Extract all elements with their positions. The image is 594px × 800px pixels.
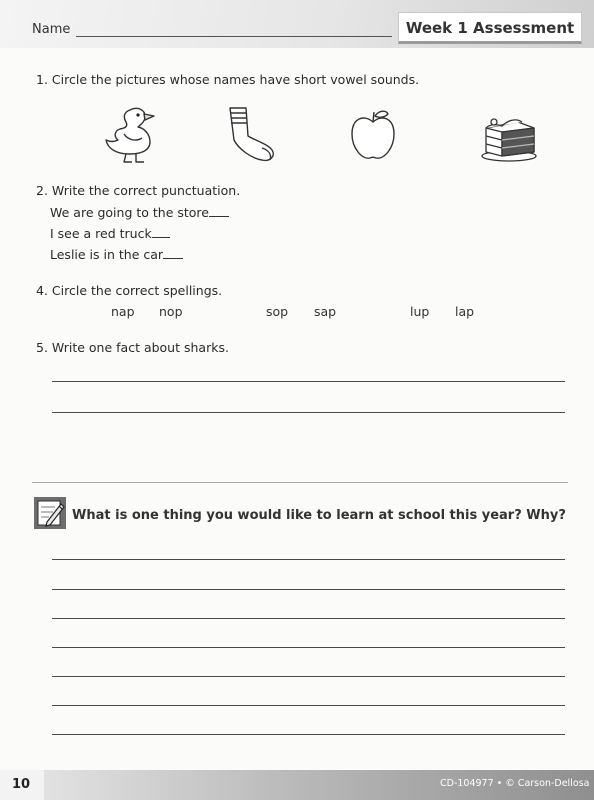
question-1 (36, 72, 419, 87)
footer-code: CD-104977 • © Carson-Dellosa (440, 778, 590, 789)
spelling-choice[interactable]: sop (266, 304, 289, 319)
answer-blank[interactable] (209, 206, 229, 217)
sentence-1: We are going to the store (50, 205, 229, 220)
section-divider (32, 482, 568, 483)
writing-line[interactable] (52, 676, 565, 677)
question-text: Circle the correct spellings. (51, 283, 223, 298)
cake-icon (478, 106, 540, 164)
pencil-notepad-icon (33, 496, 67, 530)
question-text: Circle the pictures whose names have short vowel sounds. (51, 72, 420, 87)
name-line (76, 36, 392, 37)
name-label: Name (32, 22, 71, 37)
answer-blank[interactable] (152, 227, 170, 238)
writing-line[interactable] (52, 705, 565, 706)
answer-blank[interactable] (163, 248, 183, 259)
spelling-choice[interactable]: nop (159, 304, 183, 319)
writing-line[interactable] (52, 381, 565, 382)
spelling-choice[interactable]: lup (410, 304, 430, 319)
page-number: 10 (12, 777, 31, 792)
writing-line[interactable] (52, 589, 565, 590)
question-4 (36, 283, 222, 298)
sentence-3: Leslie is in the car (50, 247, 183, 262)
question-5 (36, 340, 229, 355)
spelling-choice[interactable]: nap (111, 304, 135, 319)
spelling-choice[interactable]: sap (314, 304, 337, 319)
question-number: 5. (36, 340, 48, 355)
writing-line[interactable] (52, 412, 565, 413)
question-number: 2. (36, 183, 48, 198)
writing-line[interactable] (52, 647, 565, 648)
question-number: 4. (36, 283, 48, 298)
duck-icon (100, 104, 156, 164)
question-text: Write the correct punctuation. (51, 183, 241, 198)
writing-prompt: What is one thing you would like to learn at school this year? Why? (72, 508, 566, 523)
writing-line[interactable] (52, 618, 565, 619)
question-text: Write one fact about sharks. (51, 340, 229, 355)
question-number: 1. (36, 72, 48, 87)
sock-icon (222, 104, 278, 164)
writing-line[interactable] (52, 559, 565, 560)
sentence-2: I see a red truck (50, 226, 170, 241)
question-2 (36, 183, 240, 198)
spelling-choice[interactable]: lap (455, 304, 475, 319)
page-title: Week 1 Assessment (405, 19, 575, 37)
apple-icon (346, 106, 400, 162)
writing-line[interactable] (52, 734, 565, 735)
